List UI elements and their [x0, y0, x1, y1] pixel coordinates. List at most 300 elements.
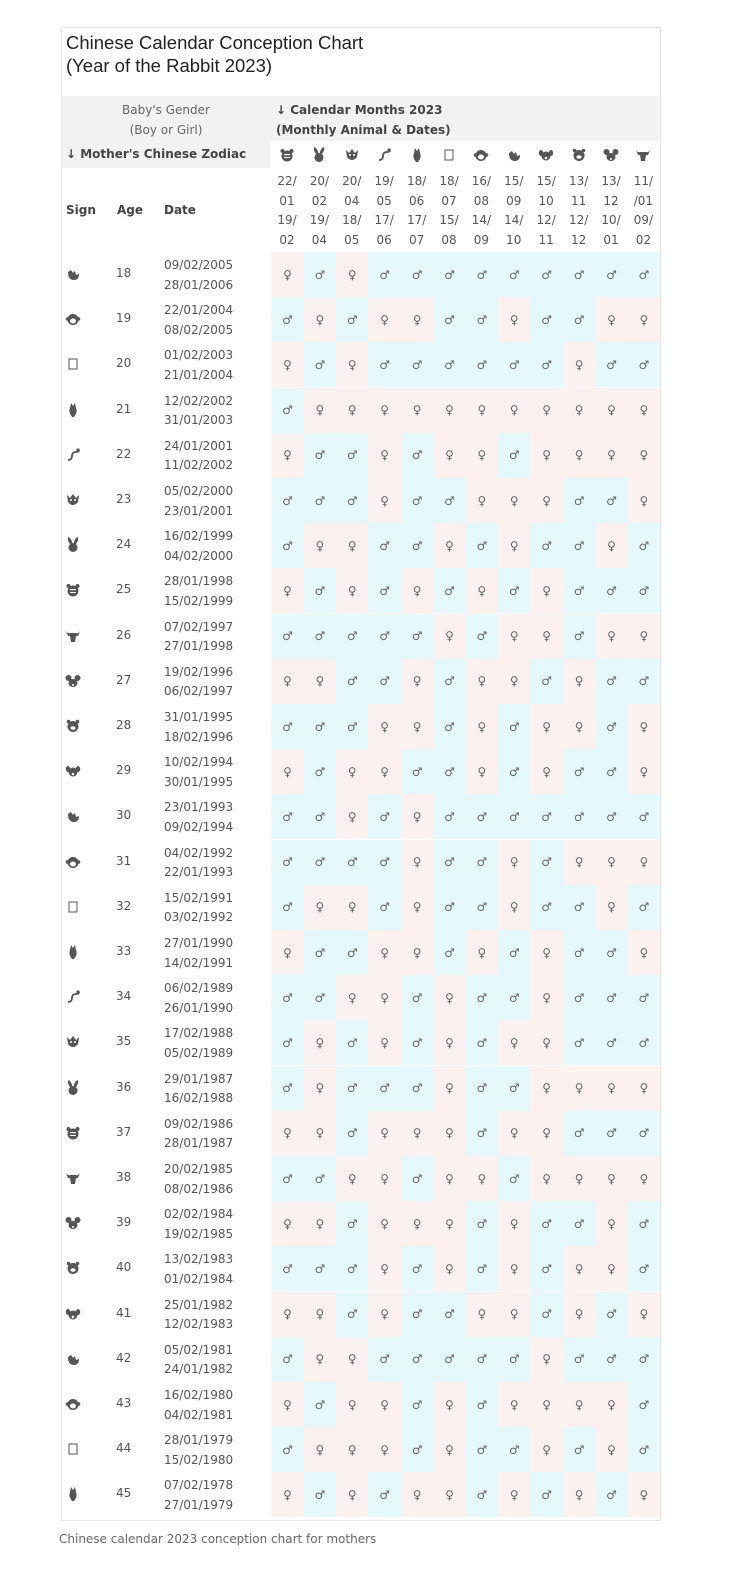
gender-cell-girl: ♀: [530, 614, 563, 659]
date-to: 27/01/1979: [164, 1497, 234, 1512]
age-cell: 21: [116, 401, 132, 416]
month-date-line: /01: [633, 193, 654, 208]
gender-cell-boy: ♂: [563, 1020, 596, 1065]
gender-cell-girl: ♀: [368, 930, 401, 975]
date-cell: [164, 1341, 233, 1380]
gender-cell-girl: ♀: [401, 1111, 434, 1156]
table-row: [62, 659, 660, 704]
gender-cell-boy: ♂: [465, 614, 498, 659]
months-header-line-2: (Monthly Animal & Dates): [276, 123, 451, 137]
age-cell: 38: [116, 1170, 132, 1184]
month-icon-cell: [336, 146, 368, 164]
date-cell: [164, 1024, 233, 1063]
gender-cell-boy: ♂: [433, 749, 466, 794]
gender-cell-girl: ♀: [627, 614, 660, 659]
gender-cell-boy: ♂: [303, 342, 336, 387]
gender-cell-girl: ♀: [530, 749, 563, 794]
gender-cell-boy: ♂: [498, 342, 531, 387]
date-to: 27/01/1998: [164, 639, 234, 654]
snake-icon: [65, 989, 81, 1005]
age-cell: 41: [116, 1305, 132, 1320]
page-title: [66, 31, 363, 77]
gender-cell-boy: ♂: [563, 523, 596, 568]
gender-cell-boy: ♂: [627, 975, 660, 1020]
sign-cell: [65, 402, 81, 418]
date-cell: [164, 572, 233, 611]
gender-cell-girl: ♀: [530, 1066, 563, 1111]
gender-cell-girl: ♀: [498, 297, 531, 342]
gender-cell-boy: ♂: [465, 794, 498, 839]
month-date-line: 08: [473, 193, 490, 208]
age-cell: 28: [116, 718, 132, 732]
gender-cell-girl: ♀: [595, 1427, 628, 1472]
gender-cell-boy: ♂: [401, 342, 434, 387]
gender-cell-girl: ♀: [368, 1246, 401, 1291]
gender-cell-boy: ♂: [271, 478, 304, 523]
gender-cell-boy: ♂: [465, 975, 498, 1020]
table-row: [62, 975, 660, 1020]
date-from: 31/01/1995: [164, 710, 234, 724]
sign-cell: [65, 854, 81, 870]
date-to: 26/01/1990: [164, 1000, 234, 1015]
date-to: 28/01/1987: [164, 1136, 234, 1151]
date-cell: [164, 889, 233, 928]
gender-cell-boy: ♂: [563, 1337, 596, 1382]
date-from: 07/02/1997: [164, 619, 234, 634]
date-cell: [164, 1070, 233, 1109]
gender-cell-boy: ♂: [271, 523, 304, 568]
gender-cell-girl: ♀: [368, 1201, 401, 1246]
gender-cell-boy: ♂: [433, 1337, 466, 1382]
date-to: 28/01/2006: [164, 277, 234, 292]
gender-cell-girl: ♀: [336, 568, 369, 613]
date-to: 11/02/2002: [164, 458, 234, 473]
gender-cell-boy: ♂: [530, 252, 563, 297]
gender-cell-boy: ♂: [401, 523, 434, 568]
sign-cell: [65, 673, 81, 689]
month-date-line: 01: [279, 193, 295, 208]
gender-cell-boy: ♂: [595, 930, 628, 975]
sign-cell: [65, 582, 81, 598]
column-header-age: Age: [117, 203, 144, 217]
month-date-line: 12: [603, 193, 619, 208]
gender-cell-girl: ♀: [530, 1427, 563, 1472]
gender-cell-boy: ♂: [336, 1111, 369, 1156]
zodiac-header-label: ↓ Mother's Chinese Zodiac: [66, 147, 247, 161]
gender-cell-girl: ♀: [563, 1472, 596, 1517]
gender-cell-girl: ♀: [465, 568, 498, 613]
age-cell: 33: [116, 944, 132, 958]
date-cell: [164, 392, 233, 431]
date-from: 24/01/2001: [164, 438, 234, 453]
table-row: [62, 1066, 660, 1111]
gender-cell-girl: ♀: [303, 885, 336, 930]
sign-cell: [65, 1396, 81, 1412]
gender-cell-boy: ♂: [563, 1201, 596, 1246]
date-from: 05/02/2000: [164, 484, 234, 498]
dog-icon: [538, 147, 554, 163]
gender-cell-girl: ♀: [271, 342, 304, 387]
sign-cell: [65, 628, 81, 644]
gender-cell-girl: ♀: [271, 749, 304, 794]
gender-cell-girl: ♀: [498, 478, 531, 523]
sign-cell: [65, 1170, 81, 1186]
gender-cell-boy: ♂: [465, 1472, 498, 1517]
gender-cell-girl: ♀: [303, 1337, 336, 1382]
gender-cell-boy: ♂: [498, 1066, 531, 1111]
gender-cell-boy: ♂: [368, 342, 401, 387]
sign-cell: [65, 944, 81, 960]
date-cell: [164, 663, 233, 702]
date-cell: [164, 798, 233, 837]
month-date-line: 10: [506, 232, 522, 247]
months-header-line-1: ↓ Calendar Months 2023: [276, 103, 443, 117]
gender-cell-boy: ♂: [563, 749, 596, 794]
table-row: [62, 840, 660, 885]
table-row: [62, 885, 660, 930]
gender-cell-girl: ♀: [595, 1201, 628, 1246]
month-date-line: 01: [603, 232, 619, 247]
sign-cell: [65, 447, 81, 463]
date-to: 04/02/1981: [164, 1407, 234, 1422]
sign-cell: [65, 492, 81, 508]
gender-cell-girl: ♀: [433, 1020, 466, 1065]
sign-cell: [65, 1034, 81, 1050]
gender-cell-girl: ♀: [498, 1292, 531, 1337]
date-to: 15/02/1980: [164, 1452, 234, 1467]
gender-cell-boy: ♂: [433, 794, 466, 839]
gender-cell-girl: ♀: [595, 388, 628, 433]
gender-cell-girl: ♀: [498, 659, 531, 704]
gender-cell-boy: ♂: [336, 1246, 369, 1291]
table-row: [62, 1156, 660, 1201]
month-date-line: 14/: [504, 213, 524, 227]
dog-icon: [65, 1306, 81, 1322]
pig-icon: [571, 147, 587, 163]
goat-icon: [65, 1441, 81, 1457]
table-row: [62, 749, 660, 794]
gender-cell-boy: ♂: [271, 794, 304, 839]
gender-cell-boy: ♂: [433, 342, 466, 387]
gender-cell-girl: ♀: [271, 433, 304, 478]
gender-cell-boy: ♂: [303, 252, 336, 297]
month-date-line: 13/: [601, 174, 621, 188]
gender-cell-boy: ♂: [627, 568, 660, 613]
gender-cell-boy: ♂: [401, 1020, 434, 1065]
age-cell: 44: [116, 1441, 132, 1456]
date-from: 09/02/1986: [164, 1116, 234, 1131]
gender-cell-boy: ♂: [336, 297, 369, 342]
gender-cell-girl: ♀: [401, 840, 434, 885]
month-date-line: 10: [538, 193, 554, 208]
gender-cell-boy: ♂: [627, 1111, 660, 1156]
table-row: [62, 1201, 660, 1246]
gender-cell-girl: ♀: [627, 1472, 660, 1517]
gender-cell-boy: ♂: [368, 659, 401, 704]
date-from: 13/02/1983: [164, 1252, 234, 1267]
gender-cell-boy: ♂: [336, 840, 369, 885]
gender-cell-girl: ♀: [303, 523, 336, 568]
gender-cell-boy: ♂: [303, 1472, 336, 1517]
age-cell: 22: [116, 446, 132, 461]
month-date-line: 05: [376, 193, 392, 208]
gender-cell-boy: ♂: [303, 478, 336, 523]
gender-cell-boy: ♂: [465, 1020, 498, 1065]
tiger-icon: [65, 582, 81, 598]
gender-cell-girl: ♀: [336, 342, 369, 387]
rooster-icon: [506, 147, 522, 163]
gender-cell-boy: ♂: [563, 614, 596, 659]
gender-header-line-2: (Boy or Girl): [129, 123, 203, 137]
gender-cell-boy: ♂: [498, 1156, 531, 1201]
date-from: 06/02/1989: [164, 981, 234, 996]
gender-cell-girl: ♀: [530, 433, 563, 478]
gender-cell-girl: ♀: [627, 297, 660, 342]
gender-cell-girl: ♀: [465, 433, 498, 478]
gender-cell-boy: ♂: [530, 794, 563, 839]
gender-cell-girl: ♀: [271, 568, 304, 613]
date-to: 22/01/1993: [164, 865, 234, 880]
dog-icon: [65, 763, 81, 779]
date-to: 06/02/1997: [164, 684, 234, 699]
gender-cell-boy: ♂: [433, 840, 466, 885]
monkey-icon: [473, 147, 489, 163]
month-date-line: 18/: [439, 174, 459, 188]
date-from: 15/02/1991: [164, 890, 234, 905]
table-row: [62, 1382, 660, 1427]
gender-cell-boy: ♂: [563, 1427, 596, 1472]
date-from: 28/01/1998: [164, 574, 234, 589]
gender-cell-boy: ♂: [498, 568, 531, 613]
gender-cell-boy: ♂: [595, 1337, 628, 1382]
gender-cell-boy: ♂: [271, 840, 304, 885]
gender-cell-girl: ♀: [498, 840, 531, 885]
gender-cell-boy: ♂: [595, 252, 628, 297]
date-to: 31/01/2003: [164, 413, 234, 428]
month-date-line: 22/: [277, 174, 297, 188]
gender-cell-girl: ♀: [368, 388, 401, 433]
gender-cell-girl: ♀: [498, 388, 531, 433]
month-date-line: 06: [376, 232, 392, 247]
date-from: 28/01/1979: [164, 1433, 234, 1448]
age-cell: 32: [116, 898, 132, 913]
age-cell: 20: [116, 356, 132, 371]
gender-cell-girl: ♀: [433, 1111, 466, 1156]
gender-cell-boy: ♂: [368, 1337, 401, 1382]
date-cell: [164, 1386, 233, 1425]
date-cell: [164, 256, 233, 295]
sign-cell: [65, 899, 81, 915]
gender-cell-girl: ♀: [303, 1066, 336, 1111]
month-date-line: 09: [506, 193, 522, 208]
gender-cell-boy: ♂: [498, 704, 531, 749]
date-from: 02/02/1984: [164, 1207, 234, 1222]
gender-cell-girl: ♀: [303, 1201, 336, 1246]
gender-cell-boy: ♂: [368, 1472, 401, 1517]
age-cell: 43: [116, 1396, 132, 1410]
table-row: [62, 252, 660, 297]
gender-cell-boy: ♂: [595, 749, 628, 794]
gender-cell-girl: ♀: [465, 478, 498, 523]
gender-cell-girl: ♀: [433, 1201, 466, 1246]
gender-cell-girl: ♀: [465, 749, 498, 794]
date-cell: [164, 979, 233, 1018]
date-from: 25/01/1982: [164, 1297, 234, 1312]
gender-cell-girl: ♀: [271, 1382, 304, 1427]
gender-cell-boy: ♂: [303, 930, 336, 975]
month-date-range: [530, 172, 562, 250]
gender-cell-boy: ♂: [336, 930, 369, 975]
column-header-date: Date: [164, 203, 196, 217]
gender-cell-boy: ♂: [563, 478, 596, 523]
gender-cell-girl: ♀: [595, 1156, 628, 1201]
gender-cell-girl: ♀: [530, 930, 563, 975]
goat-icon: [441, 147, 457, 163]
gender-cell-boy: ♂: [433, 568, 466, 613]
gender-cell-girl: ♀: [368, 749, 401, 794]
date-to: 12/02/1983: [164, 1317, 234, 1332]
gender-cell-boy: ♂: [465, 1382, 498, 1427]
gender-cell-boy: ♂: [563, 568, 596, 613]
gender-cell-girl: ♀: [433, 433, 466, 478]
gender-cell-boy: ♂: [530, 1201, 563, 1246]
tiger-icon: [279, 147, 295, 163]
gender-cell-girl: ♀: [433, 1427, 466, 1472]
gender-cell-boy: ♂: [530, 840, 563, 885]
date-cell: [164, 482, 233, 521]
gender-cell-boy: ♂: [465, 252, 498, 297]
gender-cell-boy: ♂: [563, 930, 596, 975]
gender-cell-boy: ♂: [498, 749, 531, 794]
month-date-range: [401, 172, 433, 250]
month-date-line: 20/: [342, 174, 362, 188]
gender-cell-boy: ♂: [595, 342, 628, 387]
date-from: 29/01/1987: [164, 1071, 234, 1086]
month-date-line: 12: [570, 232, 587, 247]
gender-cell-boy: ♂: [465, 523, 498, 568]
gender-cell-boy: ♂: [401, 1066, 434, 1111]
month-icon-cell: [401, 146, 433, 164]
gender-cell-boy: ♂: [433, 478, 466, 523]
gender-cell-boy: ♂: [595, 659, 628, 704]
gender-cell-girl: ♀: [368, 1156, 401, 1201]
gender-cell-boy: ♂: [336, 659, 369, 704]
gender-cell-boy: ♂: [433, 297, 466, 342]
date-cell: [164, 1205, 233, 1244]
age-cell: 35: [116, 1034, 132, 1049]
gender-cell-girl: ♀: [627, 1156, 660, 1201]
date-from: 16/02/1980: [164, 1388, 234, 1402]
gender-cell-boy: ♂: [303, 1246, 336, 1291]
table-row: [62, 297, 660, 342]
month-date-range: [303, 172, 335, 250]
gender-cell-boy: ♂: [401, 1292, 434, 1337]
gender-cell-boy: ♂: [498, 794, 531, 839]
gender-cell-girl: ♀: [401, 659, 434, 704]
month-date-line: 16/: [471, 174, 492, 188]
gender-cell-girl: ♀: [530, 1337, 563, 1382]
gender-cell-boy: ♂: [401, 749, 434, 794]
gender-cell-girl: ♀: [336, 252, 369, 297]
date-from: 22/01/2004: [164, 303, 234, 318]
date-cell: [164, 708, 233, 747]
date-to: 19/02/1985: [164, 1226, 234, 1241]
gender-cell-boy: ♂: [465, 1246, 498, 1291]
month-date-line: 02: [635, 232, 652, 247]
gender-cell-girl: ♀: [303, 388, 336, 433]
date-to: 08/02/2005: [164, 322, 234, 337]
rabbit-icon: [311, 147, 327, 163]
gender-cell-boy: ♂: [627, 523, 660, 568]
ox-icon: [635, 147, 651, 163]
gender-cell-boy: ♂: [433, 704, 466, 749]
gender-cell-girl: ♀: [433, 388, 466, 433]
month-icon-cell: [433, 146, 465, 164]
gender-cell-girl: ♀: [401, 930, 434, 975]
gender-cell-boy: ♂: [498, 433, 531, 478]
gender-cell-girl: ♀: [368, 1427, 401, 1472]
monkey-icon: [65, 854, 81, 870]
gender-cell-girl: ♀: [530, 1020, 563, 1065]
gender-cell-girl: ♀: [271, 659, 304, 704]
date-to: 01/02/1984: [164, 1271, 234, 1286]
date-cell: [164, 1115, 233, 1154]
gender-cell-girl: ♀: [498, 614, 531, 659]
gender-cell-girl: ♀: [627, 1066, 660, 1111]
gender-cell-boy: ♂: [627, 659, 660, 704]
gender-cell-boy: ♂: [627, 252, 660, 297]
month-date-range: [498, 172, 530, 250]
date-cell: [164, 1296, 233, 1335]
date-to: 18/02/1996: [164, 729, 234, 744]
month-date-line: 09/: [633, 213, 654, 227]
goat-icon: [65, 356, 81, 372]
month-icon-cell: [303, 146, 335, 164]
month-date-line: 19/: [374, 174, 394, 188]
date-cell: [164, 1476, 233, 1515]
gender-cell-girl: ♀: [627, 930, 660, 975]
gender-cell-girl: ♀: [401, 794, 434, 839]
gender-cell-boy: ♂: [303, 1382, 336, 1427]
gender-cell-girl: ♀: [368, 433, 401, 478]
month-date-line: 05: [344, 232, 360, 247]
pig-icon: [65, 718, 81, 734]
month-date-range: [368, 172, 400, 250]
age-cell: 45: [116, 1486, 132, 1501]
rabbit-icon: [65, 1080, 81, 1096]
gender-cell-boy: ♂: [401, 975, 434, 1020]
gender-cell-boy: ♂: [368, 840, 401, 885]
gender-cell-girl: ♀: [433, 1156, 466, 1201]
month-date-line: 20/: [309, 174, 330, 188]
gender-cell-girl: ♀: [530, 388, 563, 433]
gender-cell-girl: ♀: [530, 975, 563, 1020]
month-date-line: 11: [570, 193, 587, 208]
gender-cell-boy: ♂: [530, 1292, 563, 1337]
gender-cell-boy: ♂: [498, 975, 531, 1020]
gender-cell-boy: ♂: [271, 1156, 304, 1201]
table-row: [62, 523, 660, 568]
gender-cell-boy: ♂: [401, 614, 434, 659]
gender-cell-boy: ♂: [271, 1066, 304, 1111]
gender-cell-girl: ♀: [498, 1201, 531, 1246]
month-date-line: 12/: [536, 213, 556, 227]
month-date-line: 18/: [406, 174, 427, 188]
gender-cell-girl: ♀: [595, 1382, 628, 1427]
age-cell: 36: [116, 1079, 132, 1094]
gender-cell-boy: ♂: [563, 252, 596, 297]
sign-cell: [65, 989, 81, 1005]
